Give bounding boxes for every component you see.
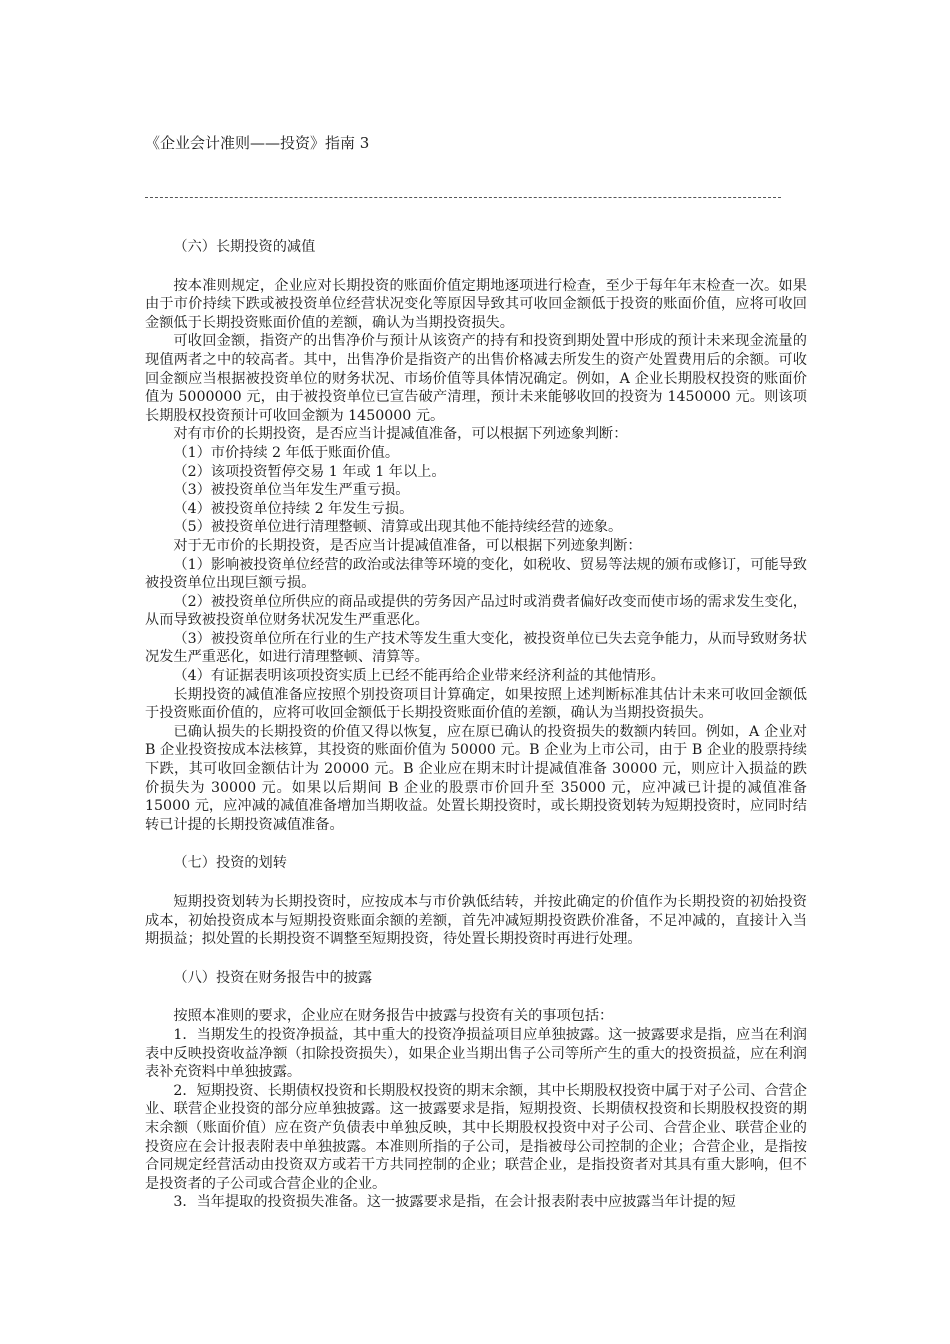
list-item: （3）被投资单位所在行业的生产技术等发生重大变化，被投资单位已失去竞争能力，从而导致财务状况发生严重恶化，如进行清理整顿、清算等。 bbox=[145, 630, 807, 666]
list-item: 3．当年提取的投资损失准备。这一披露要求是指，在会计报表附表中应披露当年计提的短 bbox=[173, 1194, 736, 1211]
list-item: （2）该项投资暂停交易 1 年或 1 年以上。 bbox=[173, 463, 446, 480]
section-heading-impairment: （六）长期投资的减值 bbox=[173, 239, 316, 255]
list-item: 2．短期投资、长期债权投资和长期股权投资的期末余额，其中长期股权投资中属于对子公司、合营企业、联营企业投资的部分应单独披露。这一披露要求是指，短期投资、长期债权投资和长期股权投资的期末余额（账面价值）应在资产负债表中单独反映，其中长期股权投资中对子公司、合营企业、联营企业的投资应在会计报表附表中单独披露。本准则所指的子公司，是指被母公司控制的企业；合营企业，是指按合同规定经营活动由投资双方或若干方共同控制的企业；联营企业，是指投资者对其具有重大影响，但不是投资者的子公司或合营企业的企业。 bbox=[145, 1082, 807, 1192]
list-item: （3）被投资单位当年发生严重亏损。 bbox=[173, 482, 410, 499]
paragraph: 可收回金额，指资产的出售净价与预计从该资产的持有和投资到期处置中形成的预计未来现金流量的现值两者之中的较高者。其中，出售净价是指资产的出售价格减去所发生的资产处置费用后的余额。可收回金额应当根据被投资单位的财务状况、市场价值等具体情况确定。例如，A 企业长期股权投资的账面价值为 5000000 元，由于被投资单位已宣告破产清理，预计未来能够收回的投资为 1450000 元。则该项长期股权投资预计可收回金额为 1450000 元。 bbox=[145, 333, 807, 424]
paragraph: 已确认损失的长期投资的价值又得以恢复，应在原已确认的投资损失的数额内转回。例如，A 企业对 B 企业投资按成本法核算，其投资的账面价值为 50000 元。B 企业为上市公司，由于 B 企业的股票持续下跌，其可收回金额估计为 20000 元。B 企业应在期末时计提减值准备 30000 元，则应计入损益的跌价损失为 30000 元。如果以后期间 B 企业的股票市价回升至 35000 元，应冲减已计提的减值准备 15000 元，应冲减的减值准备增加当期收益。处置长期投资时，或长期投资划转为短期投资时，应同时结转已计提的长期投资减值准备。 bbox=[145, 723, 807, 833]
paragraph: 短期投资划转为长期投资时，应按成本与市价孰低结转，并按此确定的价值作为长期投资的初始投资成本，初始投资成本与短期投资账面余额的差额，首先冲减短期投资跌价准备，不足冲减的，直接计入当期损益；拟处置的长期投资不调整至短期投资，待处置长期投资时再进行处理。 bbox=[145, 894, 807, 948]
list-item: （5）被投资单位进行清理整顿、清算或出现其他不能持续经营的迹象。 bbox=[173, 519, 623, 536]
paragraph: 长期投资的减值准备应按照个别投资项目计算确定，如果按照上述判断标准其估计未来可收回金额低于投资账面价值的，应将可收回金额低于长期投资账面价值的差额，确认为当期投资损失。 bbox=[145, 686, 807, 722]
list-item: （4）有证据表明该项投资实质上已经不能再给企业带来经济利益的其他情形。 bbox=[173, 668, 665, 685]
paragraph: 按照本准则的要求，企业应在财务报告中披露与投资有关的事项包括： bbox=[173, 1008, 614, 1025]
section-heading-disclosure: （八）投资在财务报告中的披露 bbox=[173, 969, 373, 986]
separator-rule bbox=[145, 197, 781, 198]
list-item: （1）影响被投资单位经营的政治或法律等环境的变化，如税收、贸易等法规的颁布或修订，可能导致被投资单位出现巨额亏损。 bbox=[145, 556, 807, 592]
list-item: 1．当期发生的投资净损益，其中重大的投资净损益项目应单独披露。这一披露要求是指，应当在利润表中反映投资收益净额（扣除投资损失），如果企业当期出售子公司等所产生的重大的投资损益，应在利润表补充资料中单独披露。 bbox=[145, 1026, 807, 1081]
list-item: （2）被投资单位所供应的商品或提供的劳务因产品过时或消费者偏好改变而使市场的需求发生变化，从而导致被投资单位财务状况发生严重恶化。 bbox=[145, 593, 807, 629]
paragraph: 按本准则规定，企业应对长期投资的账面价值定期地逐项进行检查，至少于每年年末检查一次。如果由于市价持续下跌或被投资单位经营状况变化等原因导致其可收回金额低于投资的账面价值，应将可收回金额低于长期投资账面价值的差额，确认为当期投资损失。 bbox=[145, 277, 807, 331]
list-item: （4）被投资单位持续 2 年发生亏损。 bbox=[173, 500, 414, 517]
paragraph: 对有市价的长期投资，是否应当计提减值准备，可以根据下列迹象判断： bbox=[173, 426, 628, 443]
section-heading-transfer: （七）投资的划转 bbox=[173, 855, 287, 872]
document-title: 《企业会计准则——投资》指南 3 bbox=[145, 134, 370, 152]
list-item: （1）市价持续 2 年低于账面价值。 bbox=[173, 444, 400, 461]
document-body bbox=[145, 238, 807, 1212]
paragraph: 对于无市价的长期投资，是否应当计提减值准备，可以根据下列迹象判断： bbox=[173, 537, 642, 554]
